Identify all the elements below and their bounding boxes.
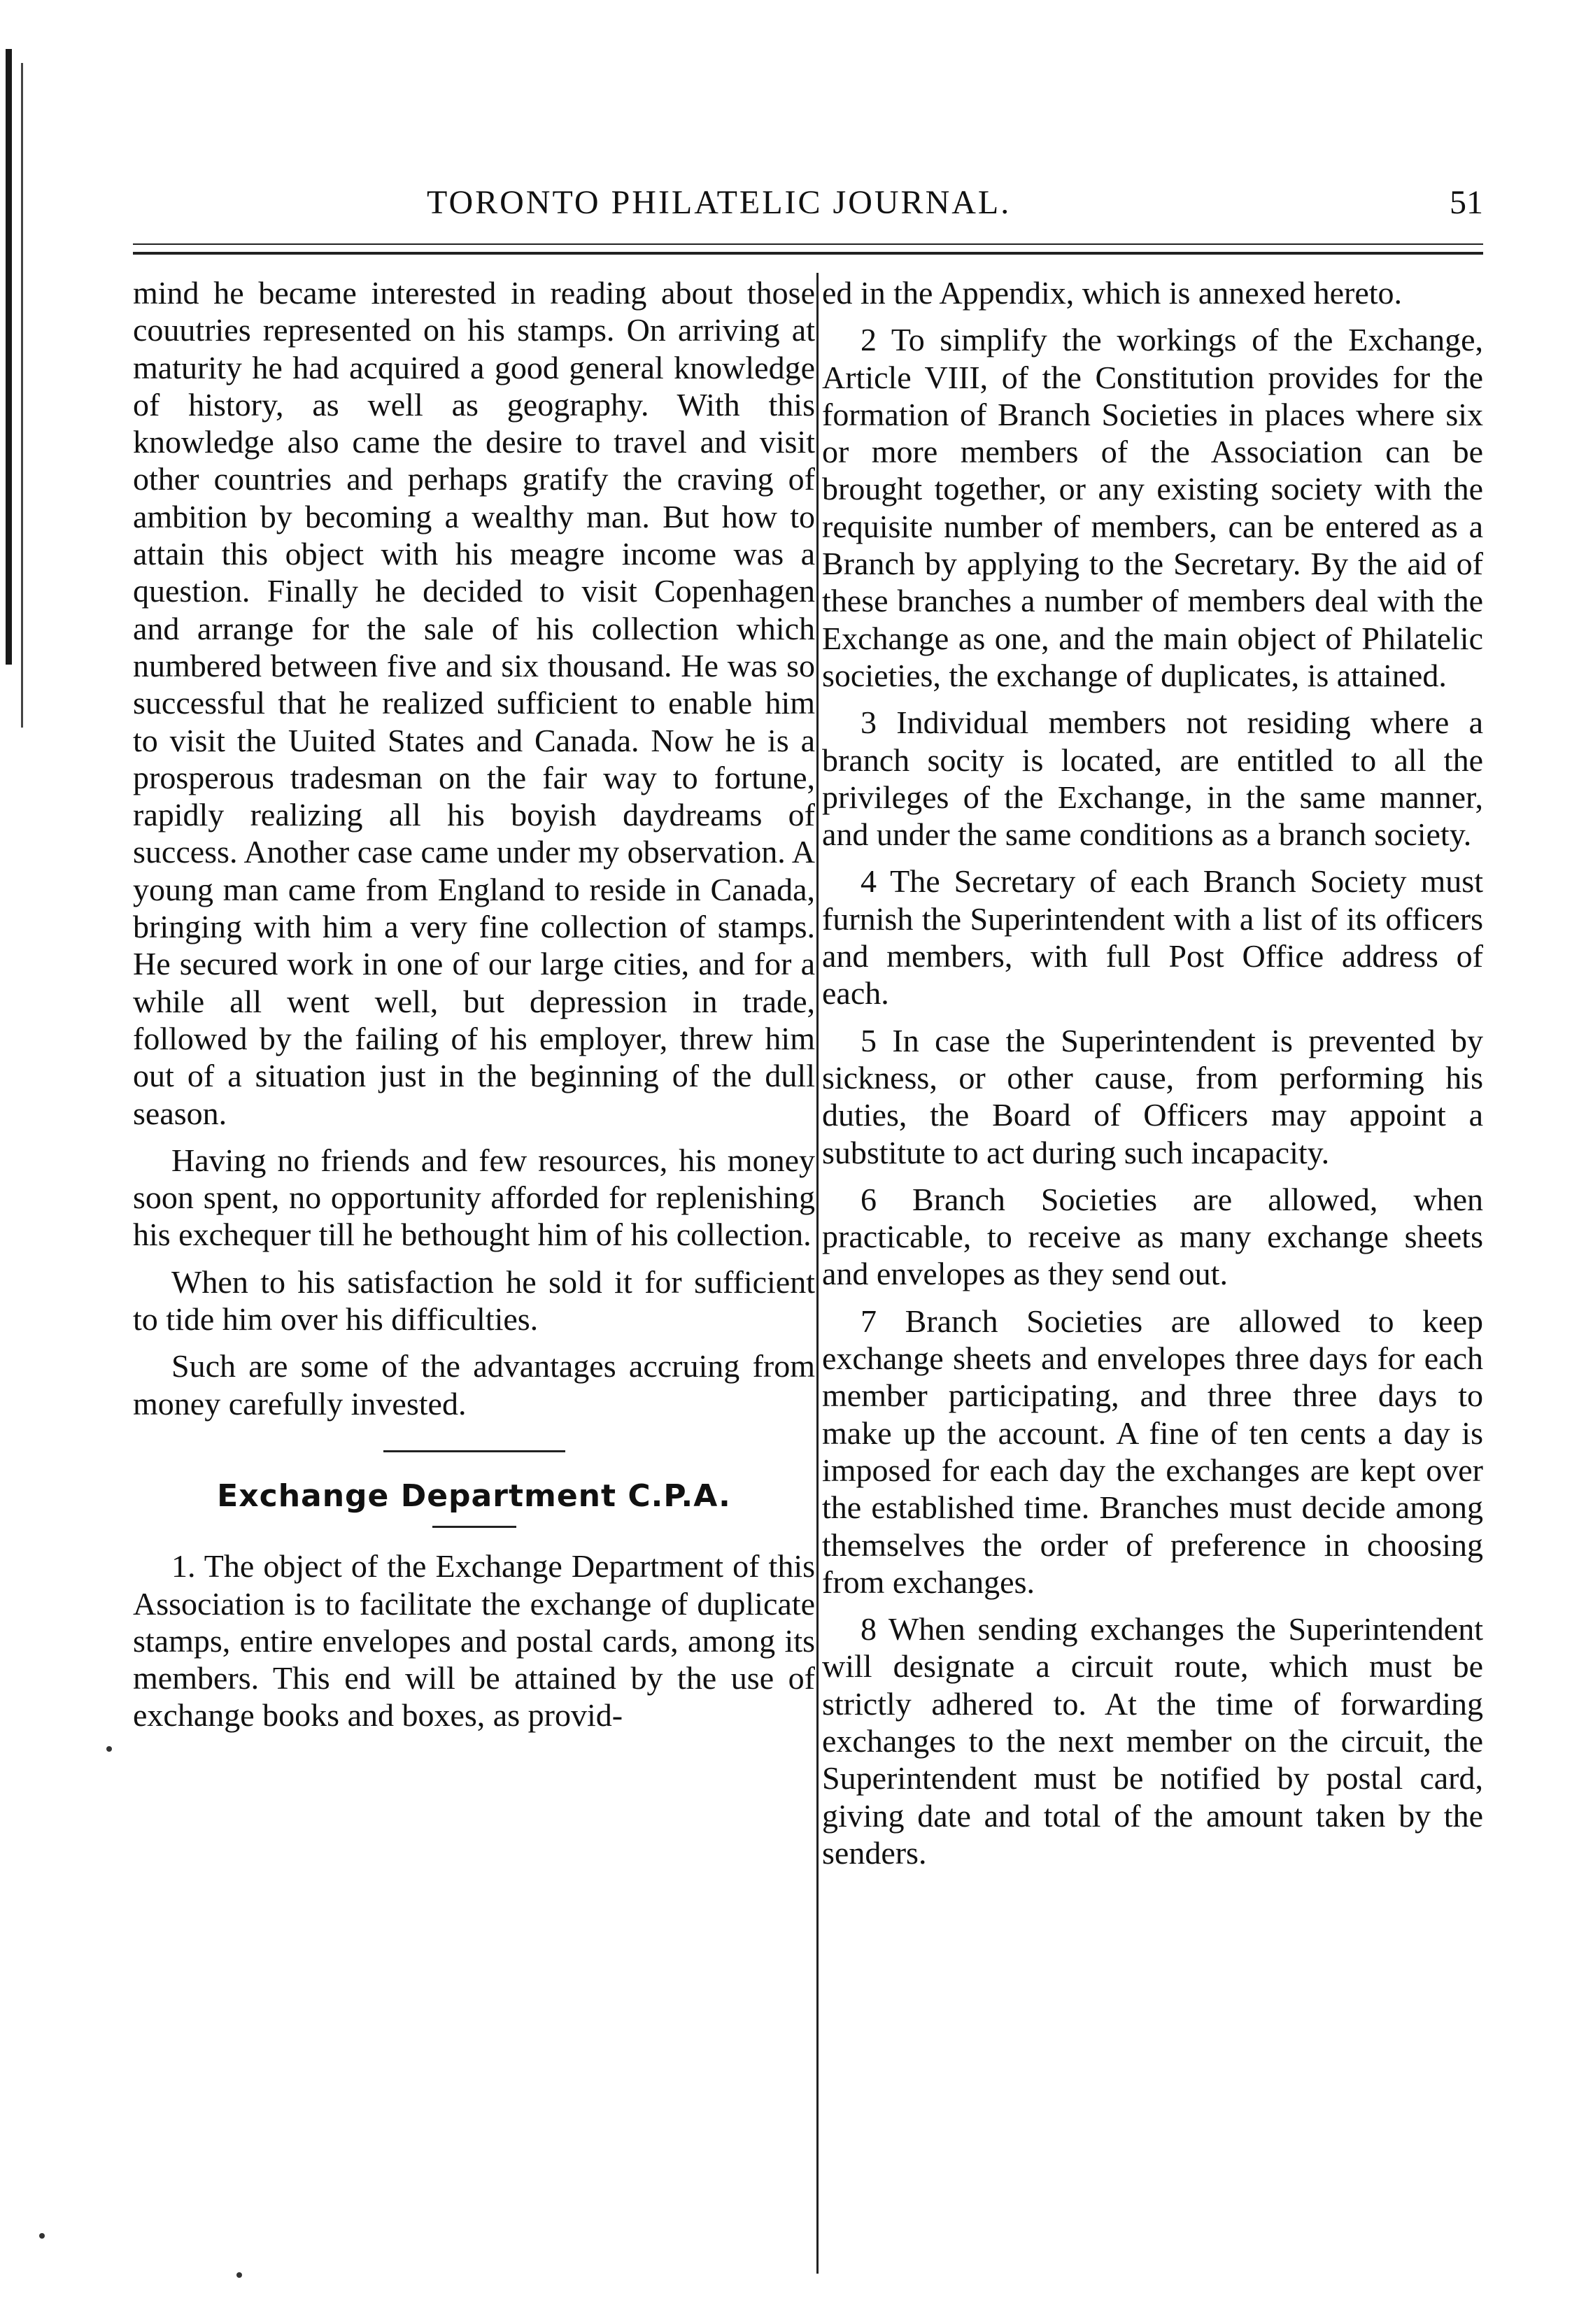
paragraph: 5 In case the Superintendent is prevented by sickness, or other cause, from performing his duties, the Board of Officers may appoint a substitute to act during such incapacity. [822, 1022, 1483, 1170]
running-title: TORONTO PHILATELIC JOURNAL. [427, 184, 1012, 221]
paragraph: Having no friends and few resources, his money soon spent, no opportunity afforded for replenishing his exchequer till he bethought him of his collection. [133, 1142, 815, 1253]
paragraph: 6 Branch Societies are allowed, when practicable, to receive as many exchange sheets and envelopes as they send out. [822, 1181, 1483, 1292]
page-number: 51 [1450, 184, 1483, 221]
left-column [133, 274, 815, 1744]
header-rule-thin [133, 243, 1483, 245]
paragraph: 7 Branch Societies are allowed to keep exchange sheets and envelopes three days for each member participating, and three three days to make up the account. A fine of ten cents a day is imposed for each day the exchanges are kept over the established time. Branches must decide among themselves the order of preference in choosing from exchanges. [822, 1303, 1483, 1600]
right-column [822, 274, 1483, 1881]
paragraph: 2 To simplify the workings of the Exchange, Article VIII, of the Constitution provides for the formation of Branch Societies in places where six or more members of the Association can be brought together, or any existing society with the requisite number of members, can be entered as a Branch by applying to the Secretary. By the aid of these branches a number of members deal with the Exchange as one, and the main object of Philatelic societies, the exchange of duplicates, is attained. [822, 322, 1483, 693]
paragraph: 8 When sending exchanges the Superintendent will designate a circuit route, which must be strictly adhered to. At the time of forwarding exchanges to the next member on the circuit, the Superintendent must be notified by postal card, giving date and total of the amount taken by the senders. [822, 1611, 1483, 1871]
section-separator [383, 1450, 565, 1452]
section-heading: Exchange Department C.P.A. [217, 1478, 731, 1514]
column-divider [816, 273, 819, 2274]
print-speck [236, 2272, 242, 2278]
print-speck [39, 2233, 45, 2239]
paragraph: mind he became interested in reading about those couutries represented on his stamps. On arriving at maturity he had acquired a good general knowledge of history, as well as geography. With this knowledge also came the desire to travel and visit other countries and perhaps gratify the craving of ambition by becoming a wealthy man. But how to attain this object with his meagre income was a question. Finally he decided to visit Copenhagen and arrange for the sale of his collection which numbered between five and six thousand. He was so successful that he realized sufficient to enable him to visit the Uuited States and Canada. Now he is a prosperous tradesman on the fair way to fortune, rapidly realizing all his boyish daydreams of success. Another case came under my observation. A young man came from England to reside in Canada, bringing with him a very fine collection of stamps. He secured work in one of our large cities, and for a while all went well, but depression in trade, followed by the failing of his employer, threw him out of a situation just in the beginning of the dull season. [133, 275, 815, 1131]
print-speck [106, 1746, 112, 1752]
page-header [133, 183, 1483, 232]
scan-edge-mark-secondary [21, 63, 23, 728]
paragraph: 3 Individual members not residing where a branch socity is located, are entitled to all the privileges of the Exchange, in the same manner, and under the same conditions as a branch society. [822, 704, 1483, 853]
paragraph: ed in the Appendix, which is annexed hereto. [822, 275, 1403, 311]
paragraph: Such are some of the advantages accruing from money carefully invested. [133, 1348, 815, 1422]
header-rule-thick [133, 252, 1483, 255]
paragraph: When to his satisfaction he sold it for sufficient to tide him over his difficulties. [133, 1263, 815, 1338]
paragraph: 4 The Secretary of each Branch Society must furnish the Superintendent with a list of its officers and members, with full Post Office address of each. [822, 863, 1483, 1012]
heading-underline [432, 1526, 516, 1528]
paragraph: 1. The object of the Exchange Department of this Association is to facilitate the exchange of duplicate stamps, entire envelopes and postal cards, among its members. This end will be attained by the use of exchange books and boxes, as provid- [133, 1548, 815, 1734]
scan-edge-mark [6, 49, 12, 665]
